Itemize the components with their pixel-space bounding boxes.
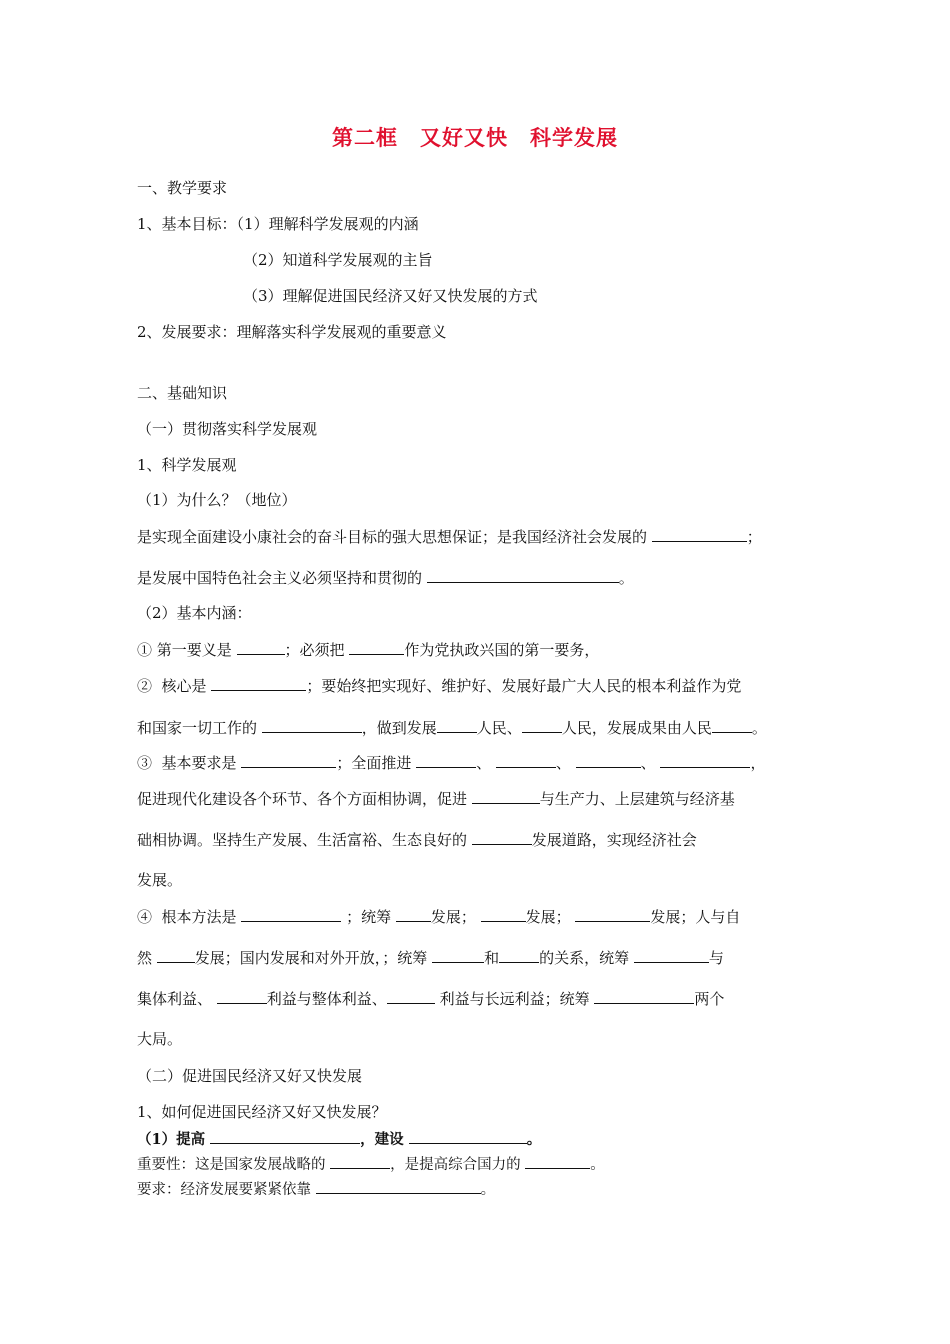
text-line bbox=[137, 717, 767, 738]
text-line bbox=[137, 178, 227, 198]
fill-in-blank[interactable] bbox=[499, 947, 539, 963]
text-line bbox=[137, 490, 297, 510]
fill-in-blank[interactable] bbox=[262, 717, 362, 733]
text-line bbox=[137, 988, 724, 1009]
fill-in-blank[interactable] bbox=[316, 1178, 481, 1194]
fill-in-blank[interactable] bbox=[396, 906, 431, 922]
text-line bbox=[137, 829, 697, 850]
text-segment: 的关系，统筹 bbox=[539, 949, 634, 967]
text-segment: ② 核心是 bbox=[137, 677, 212, 695]
text-line bbox=[137, 567, 634, 588]
text-segment: （2）知道科学发展观的主旨 bbox=[243, 251, 433, 269]
fill-in-blank[interactable] bbox=[481, 906, 526, 922]
fill-in-blank[interactable] bbox=[432, 947, 484, 963]
text-line bbox=[137, 870, 182, 890]
text-segment: 发展； bbox=[525, 908, 576, 926]
text-line bbox=[137, 603, 252, 623]
text-line bbox=[137, 1029, 182, 1049]
text-line bbox=[137, 1153, 605, 1175]
page-title: 第二框 又好又快 科学发展 bbox=[332, 126, 618, 150]
text-segment: ；统筹 bbox=[341, 908, 396, 926]
fill-in-blank[interactable] bbox=[416, 752, 476, 768]
text-segment: 发展； bbox=[430, 908, 481, 926]
text-segment: 大局。 bbox=[137, 1030, 183, 1048]
text-segment: 两个 bbox=[694, 990, 725, 1008]
text-segment: 2、发展要求：理解落实科学发展观的重要意义 bbox=[137, 323, 447, 341]
text-segment: 集体利益、 bbox=[137, 990, 217, 1008]
text-segment: ， bbox=[750, 754, 766, 772]
fill-in-blank[interactable] bbox=[157, 947, 195, 963]
fill-in-blank[interactable] bbox=[241, 906, 341, 922]
text-line bbox=[137, 455, 237, 475]
text-line bbox=[137, 419, 317, 439]
text-segment: 。 bbox=[480, 1182, 496, 1198]
text-segment: 与生产力、上层建筑与经济基 bbox=[539, 790, 735, 808]
text-segment: 、 bbox=[640, 754, 661, 772]
text-line bbox=[137, 639, 599, 660]
text-line bbox=[137, 1128, 541, 1150]
text-segment: （3）理解促进国民经济又好又快发展的方式 bbox=[243, 287, 538, 305]
text-segment: 人民，发展成果由人民 bbox=[561, 719, 712, 737]
text-segment: 和 bbox=[484, 949, 500, 967]
text-line bbox=[137, 1102, 387, 1122]
text-segment: 发展；国内发展和对外开放，；统筹 bbox=[194, 949, 433, 967]
text-segment: 利益与整体利益、 bbox=[266, 990, 387, 1008]
text-segment: 。 bbox=[590, 1157, 605, 1173]
text-segment: 、 bbox=[476, 754, 496, 772]
fill-in-blank[interactable] bbox=[575, 906, 650, 922]
text-segment: 。 bbox=[751, 719, 767, 737]
text-line bbox=[137, 947, 724, 968]
fill-in-blank[interactable] bbox=[496, 752, 556, 768]
text-segment: ③ 基本要求是 bbox=[137, 754, 242, 772]
text-segment: 与 bbox=[708, 949, 724, 967]
fill-in-blank[interactable] bbox=[427, 567, 619, 583]
fill-in-blank[interactable] bbox=[237, 639, 285, 655]
text-segment: 利益与长远利益；统筹 bbox=[434, 990, 595, 1008]
text-line bbox=[137, 752, 765, 773]
fill-in-blank[interactable] bbox=[712, 717, 752, 733]
text-segment: ，是提高综合国力的 bbox=[390, 1157, 526, 1173]
fill-in-blank[interactable] bbox=[522, 717, 562, 733]
text-segment: 二、基础知识 bbox=[137, 384, 228, 402]
fill-in-blank[interactable] bbox=[472, 829, 532, 845]
text-line bbox=[137, 788, 735, 809]
text-segment: 然 bbox=[137, 949, 157, 967]
fill-in-blank[interactable] bbox=[210, 1128, 360, 1144]
fill-in-blank[interactable] bbox=[652, 526, 747, 542]
text-segment: ，做到发展 bbox=[361, 719, 437, 737]
fill-in-blank[interactable] bbox=[387, 988, 435, 1004]
text-line bbox=[137, 322, 447, 342]
text-segment: ① 第一要义是 bbox=[137, 641, 237, 659]
text-segment: 1、科学发展观 bbox=[137, 456, 237, 474]
text-segment: 、 bbox=[555, 754, 576, 772]
text-segment: 要求：经济发展要紧紧依靠 bbox=[137, 1182, 316, 1198]
fill-in-blank[interactable] bbox=[660, 752, 750, 768]
text-segment: 一、教学要求 bbox=[137, 179, 228, 197]
text-line bbox=[243, 250, 433, 270]
text-line bbox=[137, 675, 741, 696]
text-line bbox=[137, 383, 227, 403]
text-segment: 1、如何促进国民经济又好又快发展？ bbox=[137, 1103, 387, 1121]
text-segment: 。 bbox=[526, 1131, 542, 1148]
text-segment: （一）贯彻落实科学发展观 bbox=[137, 420, 318, 438]
fill-in-blank[interactable] bbox=[217, 988, 267, 1004]
fill-in-blank[interactable] bbox=[211, 675, 306, 691]
fill-in-blank[interactable] bbox=[472, 788, 540, 804]
text-segment: （1）提高 bbox=[137, 1131, 211, 1148]
text-segment: ； bbox=[746, 528, 762, 546]
text-segment: 础相协调。坚持生产发展、生活富裕、生态良好的 bbox=[137, 831, 472, 849]
text-segment: 作为党执政兴国的第一要务， bbox=[404, 641, 600, 659]
text-segment: 是发展中国特色社会主义必须坚持和贯彻的 bbox=[137, 569, 427, 587]
text-line bbox=[137, 906, 740, 927]
fill-in-blank[interactable] bbox=[525, 1153, 590, 1169]
text-segment: 发展。 bbox=[137, 871, 183, 889]
fill-in-blank[interactable] bbox=[594, 988, 694, 1004]
text-segment: 1、基本目标：（1）理解科学发展观的内涵 bbox=[137, 215, 419, 233]
fill-in-blank[interactable] bbox=[634, 947, 709, 963]
text-line bbox=[137, 1066, 362, 1086]
text-segment: 人民、 bbox=[476, 719, 522, 737]
fill-in-blank[interactable] bbox=[576, 752, 641, 768]
fill-in-blank[interactable] bbox=[349, 639, 404, 655]
text-segment: （2）基本内涵： bbox=[137, 604, 252, 622]
text-segment: ④ 根本方法是 bbox=[137, 908, 242, 926]
text-segment: 重要性：这是国家发展战略的 bbox=[137, 1157, 331, 1173]
fill-in-blank[interactable] bbox=[241, 752, 336, 768]
fill-in-blank[interactable] bbox=[437, 717, 477, 733]
text-segment: ，建设 bbox=[360, 1131, 409, 1148]
fill-in-blank[interactable] bbox=[330, 1153, 390, 1169]
text-segment: ；必须把 bbox=[284, 641, 350, 659]
text-segment: ；全面推进 bbox=[336, 754, 417, 772]
text-segment: （二）促进国民经济又好又快发展 bbox=[137, 1067, 363, 1085]
text-segment: 和国家一切工作的 bbox=[137, 719, 262, 737]
text-segment: ；要始终把实现好、维护好、发展好最广大人民的根本利益作为党 bbox=[306, 677, 742, 695]
text-segment: 。 bbox=[618, 569, 634, 587]
text-segment: 是实现全面建设小康社会的奋斗目标的强大思想保证；是我国经济社会发展的 bbox=[137, 528, 652, 546]
text-segment: 促进现代化建设各个环节、各个方面相协调，促进 bbox=[137, 790, 472, 808]
fill-in-blank[interactable] bbox=[409, 1128, 527, 1144]
text-segment: 发展道路，实现经济社会 bbox=[531, 831, 697, 849]
text-line bbox=[137, 214, 419, 234]
text-line bbox=[243, 286, 538, 306]
text-line bbox=[137, 1178, 495, 1200]
text-segment: （1）为什么？（地位） bbox=[137, 491, 297, 509]
text-segment: 发展；人与自 bbox=[650, 908, 741, 926]
text-line bbox=[137, 526, 762, 547]
